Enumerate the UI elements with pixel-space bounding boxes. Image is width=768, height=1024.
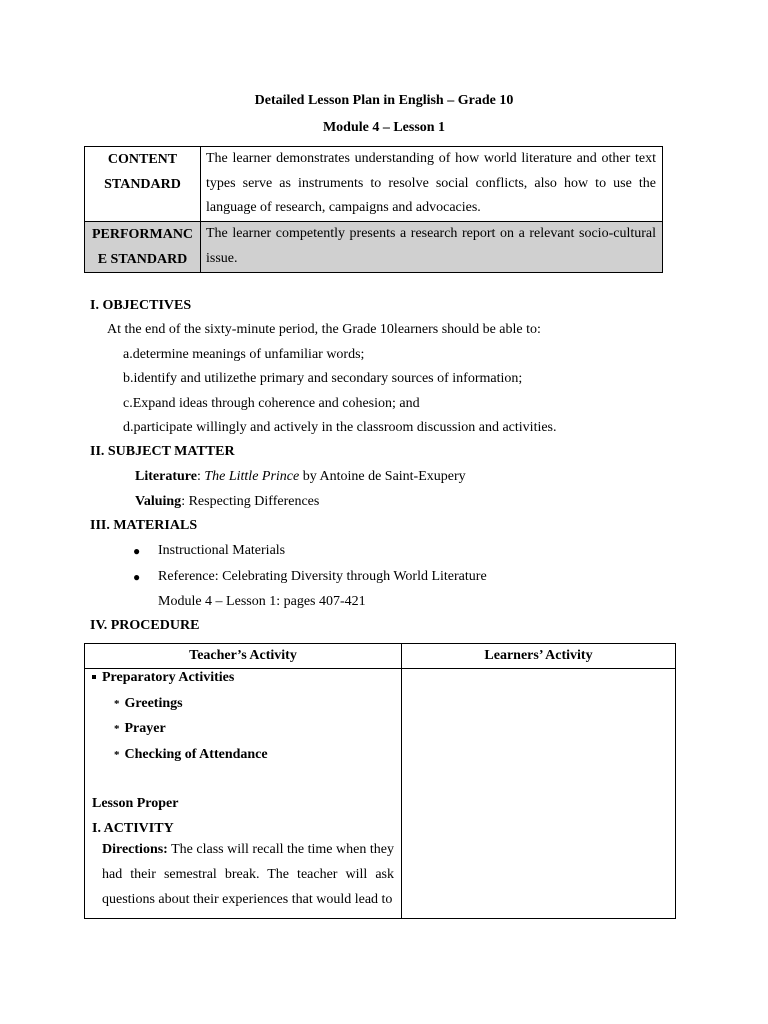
- document-subtitle: Module 4 – Lesson 1: [322, 120, 446, 135]
- content-standard-row: [85, 147, 663, 222]
- document-title: Detailed Lesson Plan in English – Grade 10: [254, 93, 514, 108]
- content-label-line-2: STANDARD: [104, 177, 181, 192]
- teacher-activity-cell: [85, 669, 402, 919]
- performance-label-line-1: PERFORMANC: [91, 227, 194, 242]
- procedure-heading: IV. PROCEDURE: [90, 618, 200, 633]
- valuing-label: Valuing: [135, 494, 182, 509]
- directions-label: Directions:: [102, 842, 168, 857]
- literature-author: by Antoine de Saint-Exupery: [299, 469, 466, 484]
- objective-item-d: [123, 419, 557, 437]
- objective-marker: a.: [123, 347, 133, 362]
- content-standard-label: [85, 147, 201, 222]
- literature-title: The Little Prince: [204, 469, 300, 484]
- procedure-table: [84, 643, 676, 919]
- objective-marker: b.: [123, 371, 134, 386]
- objectives-intro: At the end of the sixty-minute period, the Grade 10learners should be able to:: [107, 322, 541, 337]
- objective-marker: d.: [123, 420, 134, 435]
- lesson-proper-label: Lesson Proper: [92, 796, 179, 811]
- asterisk-bullet-icon: *: [114, 723, 120, 735]
- directions-text: The class will recall the time when they had their semestral break. The teacher will ask questions about their experiences that would lead to: [102, 842, 394, 907]
- objective-item-a: [123, 346, 364, 364]
- objective-item-b: [123, 370, 522, 388]
- activity-heading: I. ACTIVITY: [92, 821, 174, 836]
- objective-text: identify and utilizethe primary and secondary sources of information;: [133, 371, 523, 386]
- literature-label: Literature: [135, 469, 197, 484]
- materials-item-2-continued: Module 4 – Lesson 1: pages 407-421: [158, 594, 366, 609]
- materials-item-1: Instructional Materials: [158, 543, 286, 558]
- teacher-activity-header: Teacher’s Activity: [85, 644, 402, 669]
- objective-text: participate willingly and actively in the classroom discussion and activities.: [133, 420, 557, 435]
- objective-text: Expand ideas through coherence and cohesion; and: [132, 396, 420, 411]
- sub-item-label: Checking of Attendance: [124, 747, 268, 762]
- sub-item-prayer: [114, 720, 166, 738]
- directions-paragraph: [102, 837, 394, 912]
- performance-standard-label: [85, 222, 201, 273]
- learners-activity-cell: [402, 669, 676, 919]
- content-standard-text: The learner demonstrates understanding of how world literature and other text types serve as instruments to resolve social conflicts, also how to use the language of research, campaigns and advocacies.: [201, 147, 663, 222]
- sub-item-attendance: [114, 746, 268, 764]
- asterisk-bullet-icon: *: [114, 698, 120, 710]
- sub-item-label: Prayer: [124, 721, 166, 736]
- learners-activity-header: Learners’ Activity: [402, 644, 676, 669]
- procedure-body-row: [85, 669, 676, 919]
- materials-heading: III. MATERIALS: [90, 518, 198, 533]
- sub-item-greetings: [114, 695, 183, 713]
- objective-text: determine meanings of unfamiliar words;: [132, 347, 365, 362]
- performance-standard-text: The learner competently presents a research report on a relevant socio-cultural issue.: [201, 222, 663, 273]
- materials-item-2: Reference: Celebrating Diversity through World Literature: [158, 569, 487, 584]
- objective-item-c: [123, 395, 420, 413]
- subject-matter-heading: II. SUBJECT MATTER: [90, 444, 235, 459]
- literature-line: Literature: The Little Prince by Antoine de Saint-Exupery: [135, 469, 466, 484]
- content-label-line-1: CONTENT: [107, 152, 178, 167]
- objectives-heading: I. OBJECTIVES: [90, 298, 192, 313]
- bullet-icon: ●: [133, 544, 141, 558]
- square-bullet-icon: [92, 675, 96, 679]
- performance-standard-row: [85, 222, 663, 273]
- preparatory-activities: [92, 669, 234, 687]
- preparatory-label: Preparatory Activities: [102, 670, 235, 685]
- objective-marker: c.: [123, 396, 133, 411]
- bullet-icon: ●: [133, 570, 141, 584]
- performance-label-line-2: E STANDARD: [97, 252, 188, 267]
- standards-table: [84, 146, 663, 273]
- sub-item-label: Greetings: [124, 696, 183, 711]
- valuing-line: [135, 493, 319, 511]
- procedure-header-row: [85, 644, 676, 669]
- asterisk-bullet-icon: *: [114, 749, 120, 761]
- valuing-text: : Respecting Differences: [181, 494, 320, 509]
